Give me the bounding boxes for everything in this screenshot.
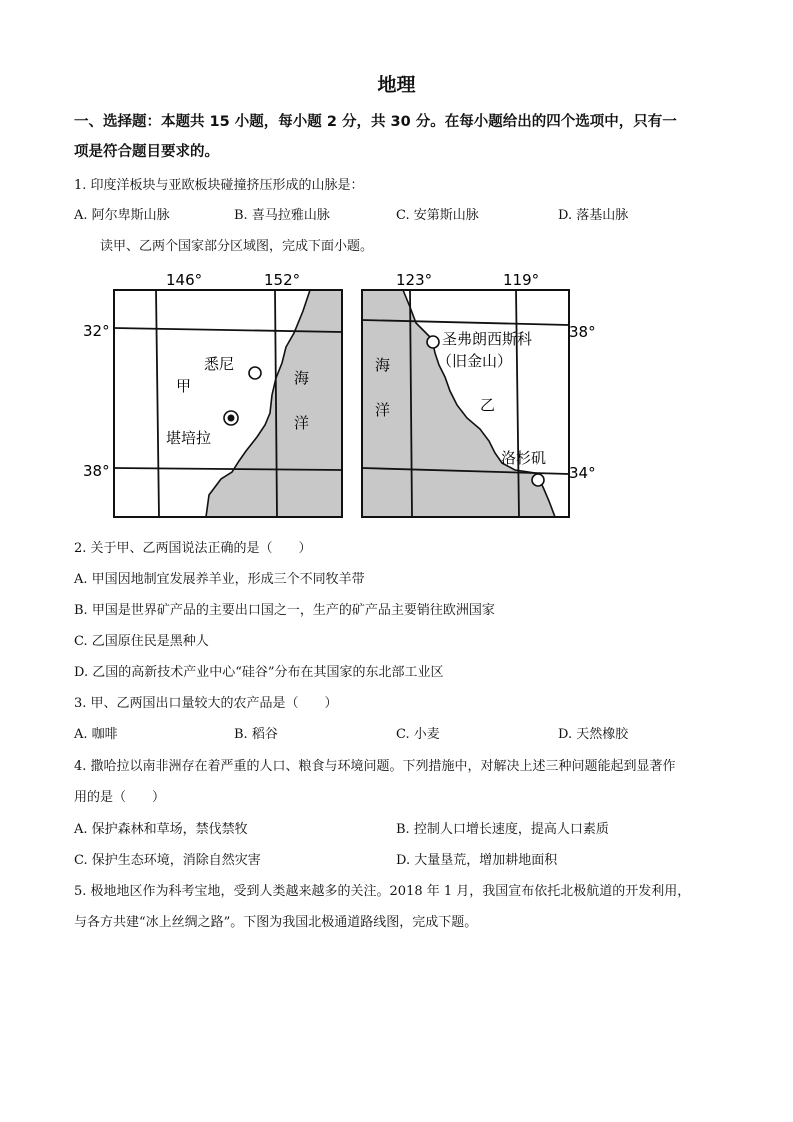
section-heading-line1: 一、选择题：本题共 15 小题，每小题 2 分，共 30 分。在每小题给出的四个选项中，只有一 [74,114,677,130]
question-3-stem: 3. 甲、乙两国出口量较大的农产品是（ ） [74,696,338,711]
q1-option-c: C. 安第斯山脉 [396,208,479,223]
section-heading-line2: 项是符合题目要求的。 [74,144,219,160]
country-label-jia: 甲 [176,377,192,395]
city-san-francisco: 圣弗朗西斯科 [442,330,533,348]
map-country-yi [355,265,610,520]
q3-option-a: A. 咖啡 [74,727,118,742]
q1-option-b: B. 喜马拉雅山脉 [234,208,330,223]
question-2-stem: 2. 关于甲、乙两国说法正确的是（ ） [74,541,312,556]
q2-option-c: C. 乙国原住民是黑种人 [74,634,209,649]
lat-label-38: 38° [83,462,110,480]
map-intro: 读甲、乙两个国家部分区域图，完成下面小题。 [100,239,374,254]
q4-option-b: B. 控制人口增长速度，提高人口素质 [396,822,609,837]
city-sydney: 悉尼 [204,355,235,373]
sea-label-1: 海 [375,356,391,374]
city-san-francisco-alt: （旧金山） [437,352,513,370]
city-canberra: 堪培拉 [166,429,212,447]
map-country-jia [80,265,355,520]
q1-option-a: A. 阿尔卑斯山脉 [74,208,170,223]
question-4-stem-line1: 4. 撒哈拉以南非洲存在着严重的人口、粮食与环境问题。下列措施中，对解决上述三种问题能起到显著作 [74,759,676,774]
q4-option-c: C. 保护生态环境，消除自然灾害 [74,853,261,868]
sea-label-2: 洋 [294,414,310,432]
q4-option-a: A. 保护森林和草场，禁伐禁牧 [74,822,248,837]
sydney-marker [249,367,261,379]
lat-label-32: 32° [83,322,110,340]
page-title: 地理 [377,74,416,96]
q2-option-d: D. 乙国的高新技术产业中心“硅谷”分布在其国家的东北部工业区 [74,665,444,680]
lon-label-152: 152° [264,271,301,289]
q3-option-c: C. 小麦 [396,727,440,742]
q1-option-d: D. 落基山脉 [558,208,629,223]
question-5-stem-line1: 5. 极地地区作为科考宝地，受到人类越来越多的关注。2018 年 1 月，我国宣布依托北极航道的开发利用， [74,884,691,899]
q4-option-d: D. 大量垦荒，增加耕地面积 [396,853,558,868]
lon-label-119: 119° [503,271,540,289]
q2-option-a: A. 甲国因地制宜发展养羊业，形成三个不同牧羊带 [74,572,365,587]
question-5-stem-line2: 与各方共建“冰上丝绸之路”。下图为我国北极通道路线图，完成下题。 [74,915,478,930]
q2-option-b: B. 甲国是世界矿产品的主要出口国之一，生产的矿产品主要销往欧洲国家 [74,603,495,618]
q3-option-d: D. 天然橡胶 [558,727,629,742]
sea-label-1: 海 [294,369,310,387]
lon-label-146: 146° [166,271,203,289]
lon-label-123: 123° [396,271,433,289]
lat-label-38: 38° [569,323,596,341]
sea-label-2: 洋 [375,401,391,419]
question-4-stem-line2: 用的是（ ） [74,790,166,805]
q3-option-b: B. 稻谷 [234,727,278,742]
country-label-yi: 乙 [480,396,496,414]
lat-label-34: 34° [569,464,596,482]
san-francisco-marker [427,336,439,348]
city-los-angeles: 洛杉矶 [501,449,547,467]
los-angeles-marker [532,474,544,486]
question-1-stem: 1. 印度洋板块与亚欧板块碰撞挤压形成的山脉是： [74,178,364,193]
